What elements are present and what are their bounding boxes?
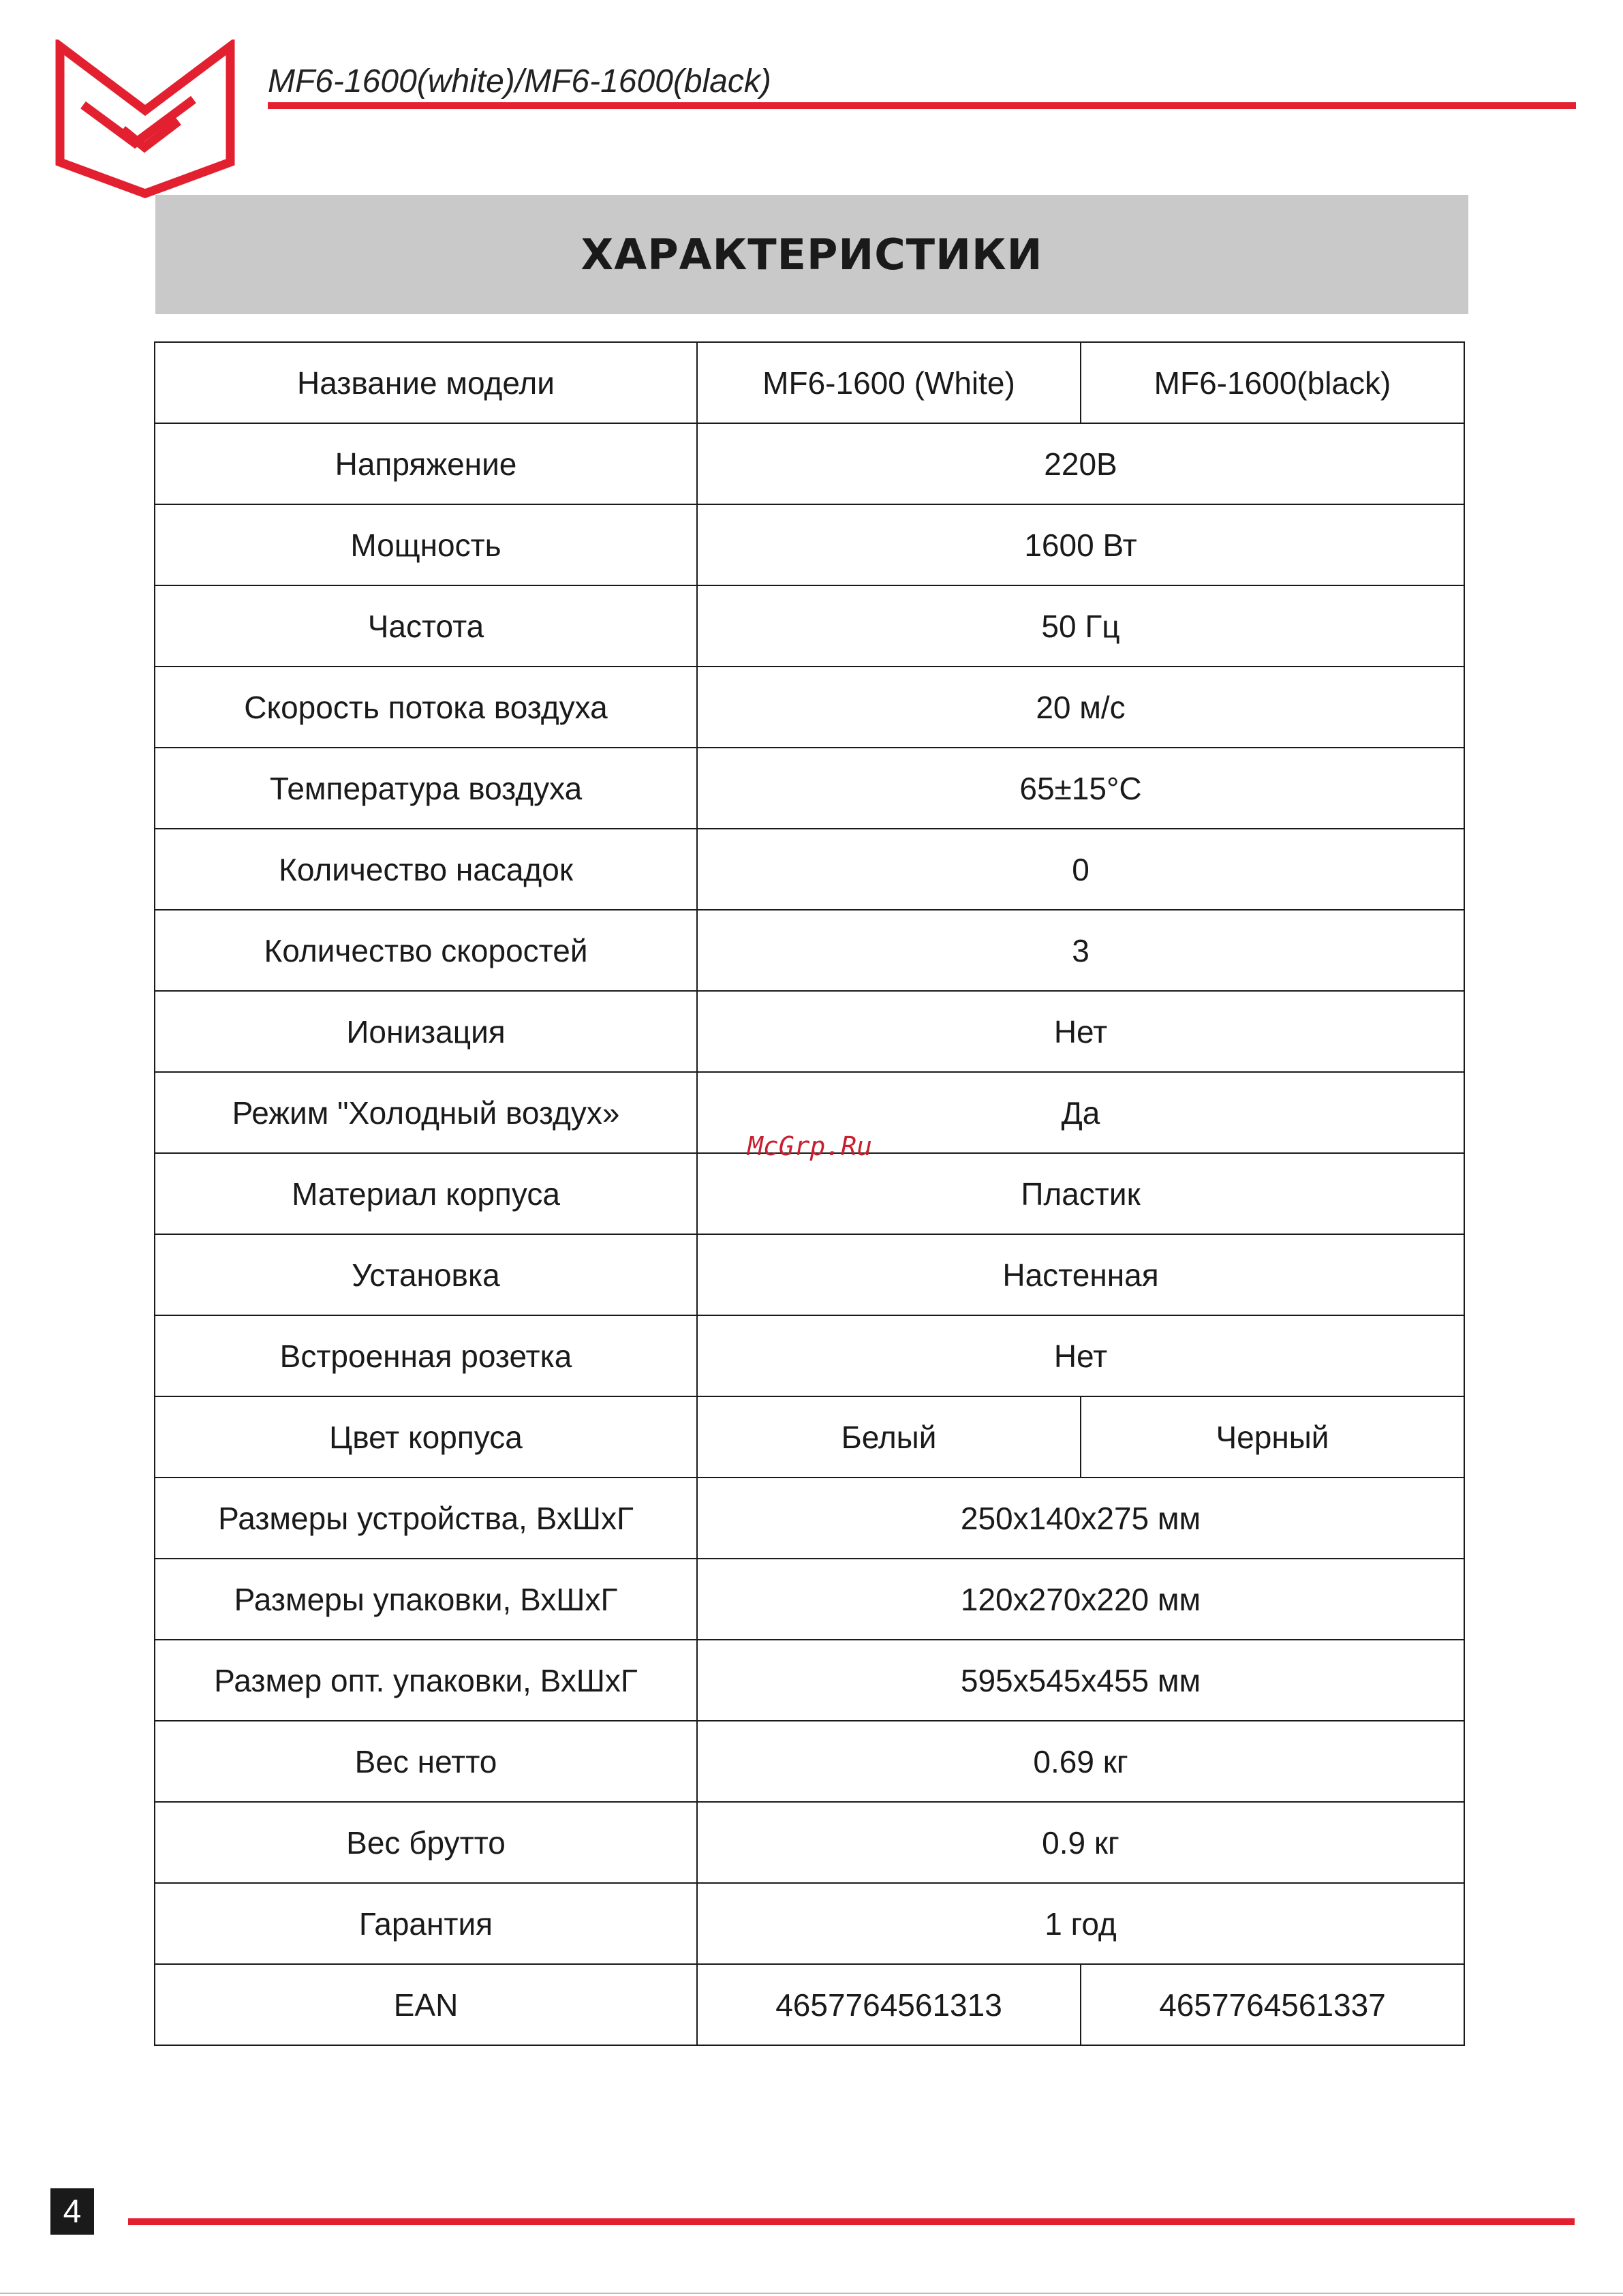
table-row <box>155 1883 1464 1964</box>
spec-value: Да <box>697 1072 1464 1153</box>
spec-value: 1 год <box>697 1883 1464 1964</box>
spec-label: Напряжение <box>155 423 697 504</box>
table-row <box>155 829 1464 910</box>
shield-logo-icon <box>55 40 236 199</box>
watermark: McGrp.Ru <box>747 1131 873 1161</box>
spec-label: Частота <box>155 585 697 667</box>
table-row <box>155 342 1464 423</box>
table-row <box>155 1802 1464 1883</box>
spec-label: Скорость потока воздуха <box>155 667 697 748</box>
spec-value: 595х545х455 мм <box>697 1640 1464 1721</box>
spec-value: 0.69 кг <box>697 1721 1464 1802</box>
table-row <box>155 1721 1464 1802</box>
spec-value: 0 <box>697 829 1464 910</box>
table-row <box>155 991 1464 1072</box>
specifications-table <box>154 341 1465 2046</box>
spec-value: 65±15°С <box>697 748 1464 829</box>
table-row <box>155 1559 1464 1640</box>
spec-value: 120х270х220 мм <box>697 1559 1464 1640</box>
footer-divider <box>128 2218 1575 2225</box>
page-edge-line <box>0 2293 1623 2294</box>
spec-label: Материал корпуса <box>155 1153 697 1234</box>
table-row <box>155 1640 1464 1721</box>
spec-value: 4657764561313 <box>697 1964 1081 2045</box>
table-row <box>155 667 1464 748</box>
spec-value: 220В <box>697 423 1464 504</box>
section-banner <box>155 195 1468 314</box>
table-row <box>155 1478 1464 1559</box>
table-row <box>155 1234 1464 1315</box>
spec-value: 1600 Вт <box>697 504 1464 585</box>
table-row <box>155 504 1464 585</box>
spec-label: Вес нетто <box>155 1721 697 1802</box>
spec-value: Белый <box>697 1396 1081 1478</box>
spec-label: Вес брутто <box>155 1802 697 1883</box>
header-divider <box>268 102 1576 109</box>
table-row <box>155 748 1464 829</box>
section-title: ХАРАКТЕРИСТИКИ <box>581 230 1043 279</box>
spec-label: Мощность <box>155 504 697 585</box>
spec-value: 4657764561337 <box>1081 1964 1464 2045</box>
spec-value: Нет <box>697 1315 1464 1396</box>
spec-label: Температура воздуха <box>155 748 697 829</box>
spec-label: Название модели <box>155 342 697 423</box>
spec-value: Пластик <box>697 1153 1464 1234</box>
spec-value: Нет <box>697 991 1464 1072</box>
spec-label: Установка <box>155 1234 697 1315</box>
spec-label: Размер опт. упаковки, ВхШхГ <box>155 1640 697 1721</box>
spec-value: 0.9 кг <box>697 1802 1464 1883</box>
spec-label: Встроенная розетка <box>155 1315 697 1396</box>
spec-value: 3 <box>697 910 1464 991</box>
table-row <box>155 1153 1464 1234</box>
table-row <box>155 1964 1464 2045</box>
table-row <box>155 585 1464 667</box>
table-row <box>155 423 1464 504</box>
spec-label: EAN <box>155 1964 697 2045</box>
table-row <box>155 1315 1464 1396</box>
table-row <box>155 910 1464 991</box>
spec-label: Гарантия <box>155 1883 697 1964</box>
page-number: 4 <box>50 2188 94 2235</box>
spec-value: Настенная <box>697 1234 1464 1315</box>
spec-label: Размеры устройства, ВхШхГ <box>155 1478 697 1559</box>
spec-label: Ионизация <box>155 991 697 1072</box>
document-title: MF6-1600(white)/MF6-1600(black) <box>268 63 771 100</box>
spec-value: 50 Гц <box>697 585 1464 667</box>
spec-label: Режим "Холодный воздух» <box>155 1072 697 1153</box>
spec-label: Количество насадок <box>155 829 697 910</box>
spec-value: 250х140х275 мм <box>697 1478 1464 1559</box>
table-row <box>155 1396 1464 1478</box>
spec-value: 20 м/с <box>697 667 1464 748</box>
spec-label: Цвет корпуса <box>155 1396 697 1478</box>
spec-value: Черный <box>1081 1396 1464 1478</box>
spec-label: Количество скоростей <box>155 910 697 991</box>
spec-value: MF6-1600 (White) <box>697 342 1081 423</box>
spec-value: MF6-1600(black) <box>1081 342 1464 423</box>
spec-label: Размеры упаковки, ВхШхГ <box>155 1559 697 1640</box>
